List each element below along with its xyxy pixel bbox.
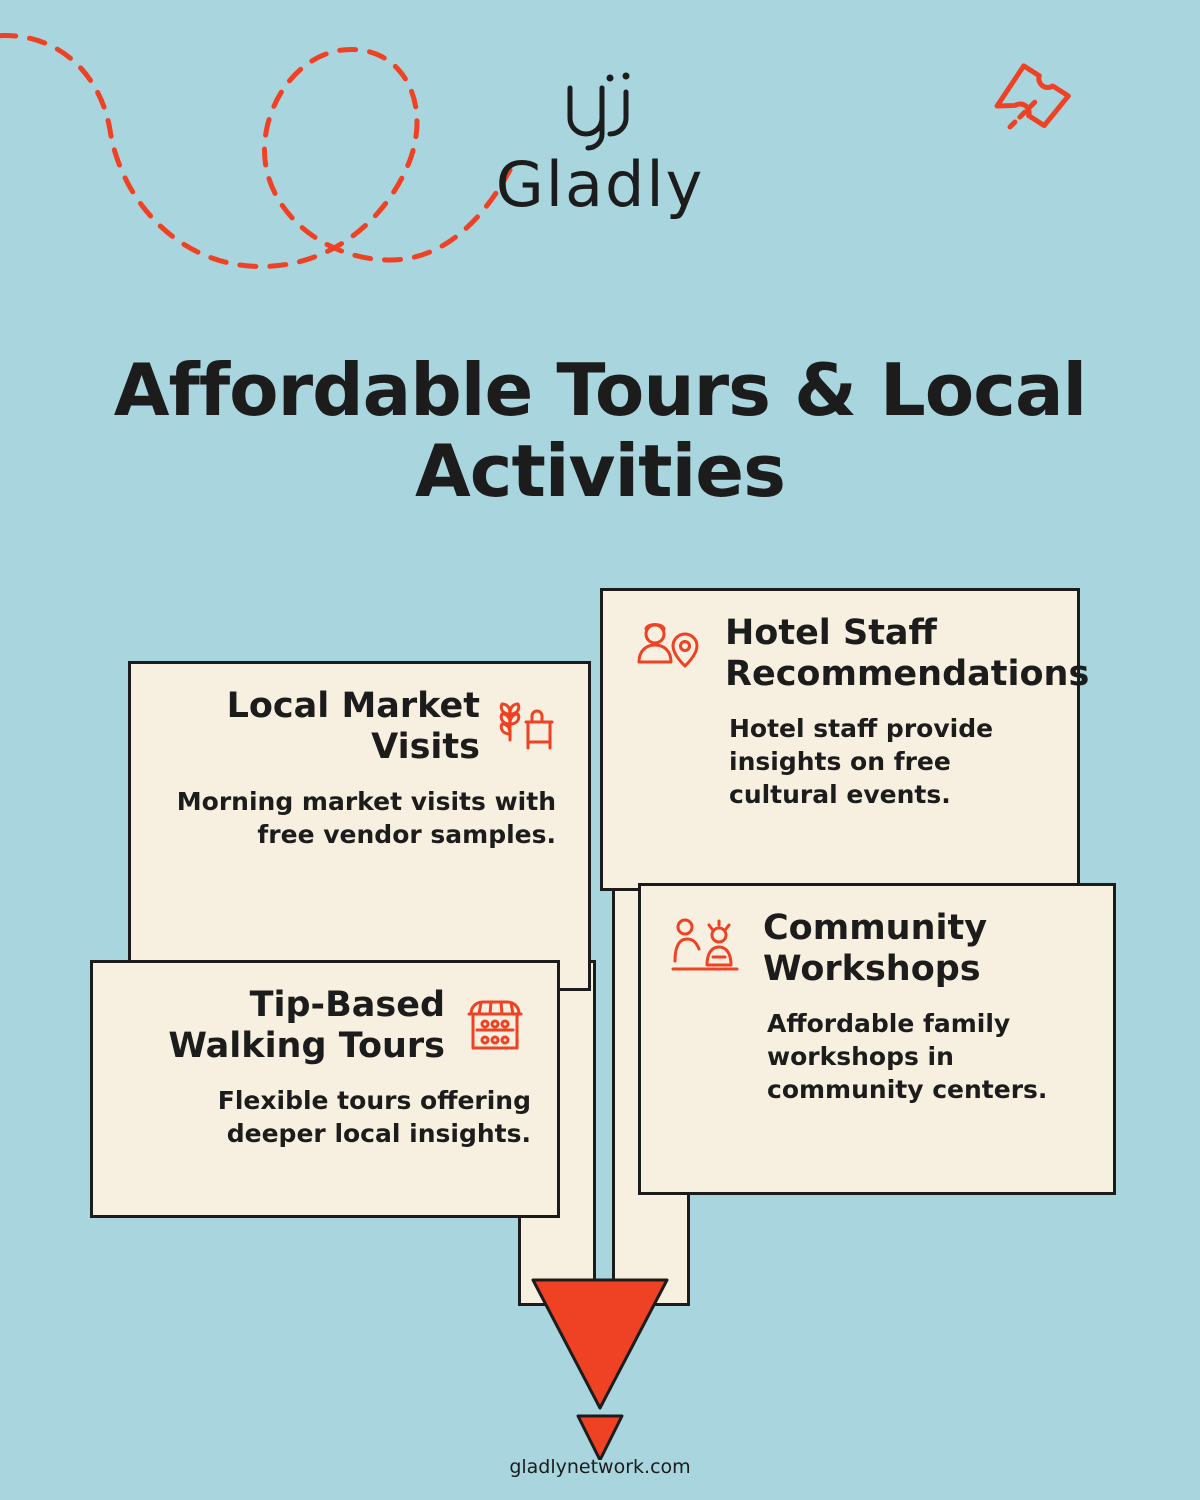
page-title: Affordable Tours & Local Activities [113, 348, 1087, 513]
gladly-monogram-icon [540, 62, 660, 152]
footer-website[interactable]: gladlynetwork.com [509, 1456, 691, 1478]
concierge-location-pin-icon [629, 618, 711, 690]
market-stall-wheat-icon [494, 696, 556, 758]
card-community-workshops[interactable] [638, 883, 1116, 1195]
card-local-market-visits[interactable] [128, 661, 591, 991]
market-awning-stall-icon [459, 990, 531, 1062]
card-body: Morning market visits with free vendor samples. [176, 786, 556, 849]
brand-logo [0, 62, 1200, 221]
card-hotel-staff-recommendations[interactable] [600, 588, 1090, 891]
card-header [119, 985, 531, 1068]
card-header [667, 908, 1087, 991]
card-body: Affordable family workshops in community centers. [767, 1008, 1048, 1104]
workshop-people-icon [667, 913, 749, 985]
card-body: Hotel staff provide insights on free cultural events. [729, 713, 994, 809]
card-title: Community Workshops [763, 908, 988, 990]
brand-name: Gladly [495, 148, 705, 221]
card-header [629, 613, 1090, 696]
card-title: Hotel Staff Recommendations [725, 613, 1090, 695]
card-body: Flexible tours offering deeper local insights. [217, 1085, 531, 1148]
card-title: Local Market Visits [226, 686, 480, 768]
funnel-down-arrow-icon [0, 1180, 1200, 1460]
card-header [157, 686, 556, 769]
card-title: Tip-Based Walking Tours [168, 985, 445, 1067]
